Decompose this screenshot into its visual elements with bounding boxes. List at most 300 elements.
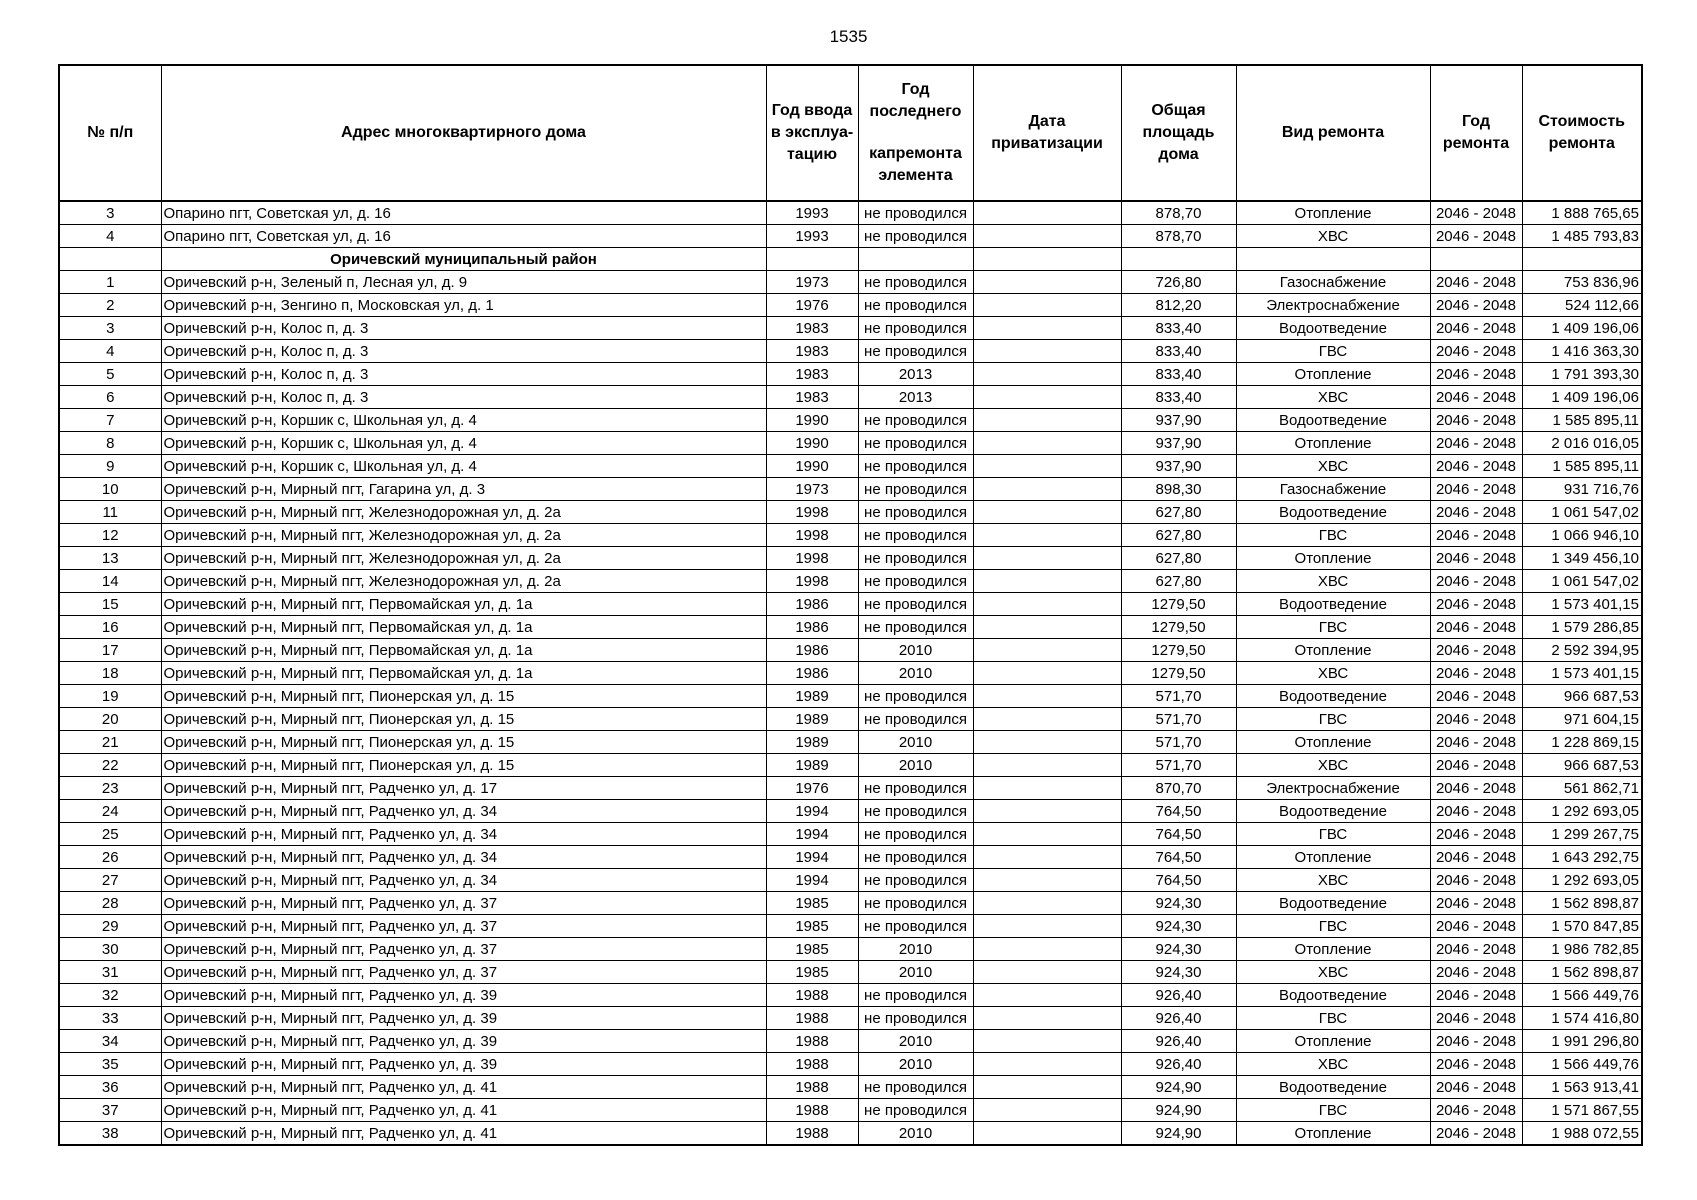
cell-address: Оричевский р-н, Коршик с, Школьная ул, д. 4: [161, 455, 766, 478]
table-row: [59, 524, 1642, 547]
cell-last-repair: не проводился: [858, 593, 973, 616]
cell-year-commission: 1998: [766, 547, 858, 570]
cell-repair-type: Отопление: [1236, 938, 1430, 961]
cell-year-commission: 1983: [766, 363, 858, 386]
cell-privatization: [973, 570, 1121, 593]
table-row: [59, 501, 1642, 524]
table-row: [59, 915, 1642, 938]
table-row: [59, 593, 1642, 616]
cell-last-repair: не проводился: [858, 455, 973, 478]
cell-last-repair: не проводился: [858, 800, 973, 823]
cell-repair-year: 2046 - 2048: [1430, 708, 1522, 731]
district-row-cell: [1522, 248, 1642, 271]
cell-year-commission: 1985: [766, 915, 858, 938]
cell-repair-type: Электроснабжение: [1236, 294, 1430, 317]
cell-repair-year: 2046 - 2048: [1430, 409, 1522, 432]
cell-repair-year: 2046 - 2048: [1430, 1122, 1522, 1146]
cell-address: Оричевский р-н, Мирный пгт, Пионерская ул, д. 15: [161, 731, 766, 754]
table-row: [59, 570, 1642, 593]
cell-area: 627,80: [1121, 501, 1236, 524]
cell-privatization: [973, 271, 1121, 294]
cell-cost: 1 571 867,55: [1522, 1099, 1642, 1122]
cell-num: 7: [59, 409, 161, 432]
cell-area: 764,50: [1121, 823, 1236, 846]
cell-cost: 1 573 401,15: [1522, 593, 1642, 616]
cell-repair-year: 2046 - 2048: [1430, 1030, 1522, 1053]
cell-address: Оричевский р-н, Мирный пгт, Железнодорожная ул, д. 2а: [161, 570, 766, 593]
cell-num: 28: [59, 892, 161, 915]
cell-repair-type: ГВС: [1236, 823, 1430, 846]
cell-area: 1279,50: [1121, 593, 1236, 616]
cell-area: 764,50: [1121, 846, 1236, 869]
cell-cost: 1 409 196,06: [1522, 386, 1642, 409]
cell-address: Оричевский р-н, Мирный пгт, Железнодорожная ул, д. 2а: [161, 501, 766, 524]
cell-last-repair: не проводился: [858, 777, 973, 800]
cell-repair-year: 2046 - 2048: [1430, 1053, 1522, 1076]
district-row-cell: [858, 248, 973, 271]
cell-address: Оричевский р-н, Колос п, д. 3: [161, 317, 766, 340]
table-row: [59, 754, 1642, 777]
district-row-cell: [766, 248, 858, 271]
table-row: [59, 777, 1642, 800]
cell-repair-year: 2046 - 2048: [1430, 478, 1522, 501]
cell-last-repair: 2010: [858, 961, 973, 984]
cell-address: Оричевский р-н, Мирный пгт, Радченко ул, д. 41: [161, 1122, 766, 1146]
cell-address: Оричевский р-н, Мирный пгт, Пионерская ул, д. 15: [161, 685, 766, 708]
cell-num: 37: [59, 1099, 161, 1122]
cell-area: 1279,50: [1121, 616, 1236, 639]
cell-cost: 1 066 946,10: [1522, 524, 1642, 547]
cell-last-repair: не проводился: [858, 294, 973, 317]
cell-cost: 561 862,71: [1522, 777, 1642, 800]
cell-year-commission: 1998: [766, 501, 858, 524]
cell-privatization: [973, 639, 1121, 662]
cell-repair-year: 2046 - 2048: [1430, 823, 1522, 846]
cell-repair-type: ХВС: [1236, 754, 1430, 777]
cell-repair-type: ГВС: [1236, 524, 1430, 547]
cell-num: 20: [59, 708, 161, 731]
cell-privatization: [973, 1007, 1121, 1030]
cell-address: Оричевский р-н, Мирный пгт, Радченко ул, д. 37: [161, 961, 766, 984]
cell-cost: 971 604,15: [1522, 708, 1642, 731]
cell-repair-type: Водоотведение: [1236, 409, 1430, 432]
cell-num: 6: [59, 386, 161, 409]
cell-area: 926,40: [1121, 984, 1236, 1007]
cell-year-commission: 1994: [766, 846, 858, 869]
cell-num: 29: [59, 915, 161, 938]
cell-cost: 1 299 267,75: [1522, 823, 1642, 846]
cell-privatization: [973, 225, 1121, 248]
table-row: [59, 409, 1642, 432]
cell-privatization: [973, 294, 1121, 317]
cell-num: 5: [59, 363, 161, 386]
cell-repair-year: 2046 - 2048: [1430, 570, 1522, 593]
cell-repair-year: 2046 - 2048: [1430, 593, 1522, 616]
cell-repair-type: Газоснабжение: [1236, 478, 1430, 501]
cell-last-repair: не проводился: [858, 524, 973, 547]
cell-privatization: [973, 201, 1121, 225]
cell-num: 21: [59, 731, 161, 754]
district-row-cell: [973, 248, 1121, 271]
cell-privatization: [973, 869, 1121, 892]
cell-num: 4: [59, 225, 161, 248]
cell-last-repair: 2010: [858, 1053, 973, 1076]
cell-num: 35: [59, 1053, 161, 1076]
district-row: [59, 248, 1642, 271]
table-row: [59, 1030, 1642, 1053]
cell-repair-type: ГВС: [1236, 915, 1430, 938]
cell-num: 14: [59, 570, 161, 593]
cell-repair-year: 2046 - 2048: [1430, 1099, 1522, 1122]
cell-area: 926,40: [1121, 1030, 1236, 1053]
cell-cost: 1 409 196,06: [1522, 317, 1642, 340]
table-row: [59, 547, 1642, 570]
header-area: Общая площадь дома: [1121, 65, 1236, 201]
cell-address: Оричевский р-н, Мирный пгт, Радченко ул, д. 37: [161, 892, 766, 915]
cell-repair-type: Отопление: [1236, 639, 1430, 662]
cell-repair-type: ХВС: [1236, 570, 1430, 593]
cell-last-repair: не проводился: [858, 340, 973, 363]
cell-num: 30: [59, 938, 161, 961]
cell-privatization: [973, 432, 1121, 455]
cell-cost: 1 585 895,11: [1522, 455, 1642, 478]
cell-repair-type: Водоотведение: [1236, 1076, 1430, 1099]
cell-area: 937,90: [1121, 409, 1236, 432]
table-row: [59, 1076, 1642, 1099]
district-row-cell: [59, 248, 161, 271]
cell-privatization: [973, 961, 1121, 984]
cell-area: 924,30: [1121, 938, 1236, 961]
cell-area: 1279,50: [1121, 662, 1236, 685]
cell-area: 937,90: [1121, 455, 1236, 478]
cell-num: 2: [59, 294, 161, 317]
cell-year-commission: 1985: [766, 961, 858, 984]
cell-address: Оричевский р-н, Мирный пгт, Радченко ул, д. 39: [161, 1030, 766, 1053]
cell-cost: 524 112,66: [1522, 294, 1642, 317]
cell-last-repair: не проводился: [858, 478, 973, 501]
cell-repair-year: 2046 - 2048: [1430, 938, 1522, 961]
cell-repair-year: 2046 - 2048: [1430, 961, 1522, 984]
table-row: [59, 616, 1642, 639]
cell-address: Оричевский р-н, Мирный пгт, Радченко ул, д. 34: [161, 800, 766, 823]
cell-repair-year: 2046 - 2048: [1430, 846, 1522, 869]
cell-repair-type: Отопление: [1236, 363, 1430, 386]
cell-last-repair: не проводился: [858, 1007, 973, 1030]
cell-cost: 2 592 394,95: [1522, 639, 1642, 662]
cell-privatization: [973, 800, 1121, 823]
cell-year-commission: 1983: [766, 317, 858, 340]
cell-num: 8: [59, 432, 161, 455]
cell-cost: 1 570 847,85: [1522, 915, 1642, 938]
cell-privatization: [973, 547, 1121, 570]
cell-repair-year: 2046 - 2048: [1430, 201, 1522, 225]
district-row-cell: [1430, 248, 1522, 271]
cell-num: 36: [59, 1076, 161, 1099]
cell-cost: 1 292 693,05: [1522, 800, 1642, 823]
cell-privatization: [973, 317, 1121, 340]
cell-cost: 2 016 016,05: [1522, 432, 1642, 455]
cell-last-repair: 2010: [858, 1122, 973, 1146]
cell-num: 26: [59, 846, 161, 869]
cell-repair-year: 2046 - 2048: [1430, 294, 1522, 317]
cell-repair-type: Отопление: [1236, 731, 1430, 754]
cell-privatization: [973, 892, 1121, 915]
header-repair-year: Год ремонта: [1430, 65, 1522, 201]
table-row: [59, 846, 1642, 869]
cell-num: 24: [59, 800, 161, 823]
cell-cost: 1 566 449,76: [1522, 1053, 1642, 1076]
cell-repair-type: ГВС: [1236, 340, 1430, 363]
cell-repair-year: 2046 - 2048: [1430, 271, 1522, 294]
cell-repair-type: Водоотведение: [1236, 685, 1430, 708]
header-last-repair-line1: Год последнего: [869, 81, 962, 120]
table-row: [59, 363, 1642, 386]
cell-year-commission: 1986: [766, 662, 858, 685]
cell-area: 726,80: [1121, 271, 1236, 294]
cell-area: 627,80: [1121, 547, 1236, 570]
cell-repair-year: 2046 - 2048: [1430, 501, 1522, 524]
cell-repair-type: ХВС: [1236, 225, 1430, 248]
cell-cost: 1 562 898,87: [1522, 892, 1642, 915]
cell-area: 878,70: [1121, 201, 1236, 225]
repair-registry-table: [58, 64, 1643, 1146]
cell-cost: 1 061 547,02: [1522, 501, 1642, 524]
cell-area: 1279,50: [1121, 639, 1236, 662]
cell-last-repair: 2010: [858, 1030, 973, 1053]
cell-repair-type: ХВС: [1236, 662, 1430, 685]
cell-area: 924,90: [1121, 1122, 1236, 1146]
table-row: [59, 662, 1642, 685]
cell-repair-type: Водоотведение: [1236, 800, 1430, 823]
cell-year-commission: 1998: [766, 524, 858, 547]
cell-num: 34: [59, 1030, 161, 1053]
cell-num: 10: [59, 478, 161, 501]
cell-cost: 1 585 895,11: [1522, 409, 1642, 432]
table-row: [59, 938, 1642, 961]
cell-repair-type: Водоотведение: [1236, 501, 1430, 524]
table-row: [59, 317, 1642, 340]
cell-cost: 1 791 393,30: [1522, 363, 1642, 386]
table-row: [59, 685, 1642, 708]
cell-repair-type: ГВС: [1236, 1099, 1430, 1122]
cell-privatization: [973, 455, 1121, 478]
cell-area: 924,30: [1121, 961, 1236, 984]
cell-repair-year: 2046 - 2048: [1430, 524, 1522, 547]
cell-privatization: [973, 915, 1121, 938]
cell-num: 16: [59, 616, 161, 639]
cell-num: 32: [59, 984, 161, 1007]
cell-address: Оричевский р-н, Мирный пгт, Радченко ул, д. 37: [161, 915, 766, 938]
cell-num: 38: [59, 1122, 161, 1146]
header-num: № п/п: [59, 65, 161, 201]
table-row: [59, 225, 1642, 248]
cell-address: Оричевский р-н, Мирный пгт, Радченко ул, д. 34: [161, 846, 766, 869]
cell-privatization: [973, 846, 1121, 869]
cell-year-commission: 1990: [766, 409, 858, 432]
table-row: [59, 708, 1642, 731]
cell-privatization: [973, 685, 1121, 708]
cell-repair-type: ГВС: [1236, 1007, 1430, 1030]
cell-address: Оричевский р-н, Мирный пгт, Гагарина ул, д. 3: [161, 478, 766, 501]
cell-privatization: [973, 1076, 1121, 1099]
cell-address: Оричевский р-н, Мирный пгт, Пионерская ул, д. 15: [161, 708, 766, 731]
cell-num: 3: [59, 201, 161, 225]
cell-repair-year: 2046 - 2048: [1430, 662, 1522, 685]
cell-repair-year: 2046 - 2048: [1430, 340, 1522, 363]
cell-year-commission: 1976: [766, 294, 858, 317]
table-row: [59, 386, 1642, 409]
cell-year-commission: 1986: [766, 616, 858, 639]
cell-cost: 1 061 547,02: [1522, 570, 1642, 593]
cell-last-repair: не проводился: [858, 616, 973, 639]
cell-area: 764,50: [1121, 869, 1236, 892]
cell-year-commission: 1989: [766, 708, 858, 731]
table-row: [59, 455, 1642, 478]
cell-privatization: [973, 593, 1121, 616]
cell-address: Оричевский р-н, Зеленый п, Лесная ул, д. 9: [161, 271, 766, 294]
cell-privatization: [973, 777, 1121, 800]
cell-num: 19: [59, 685, 161, 708]
cell-address: Оричевский р-н, Мирный пгт, Радченко ул, д. 39: [161, 1007, 766, 1030]
cell-cost: 931 716,76: [1522, 478, 1642, 501]
cell-last-repair: не проводился: [858, 432, 973, 455]
cell-address: Оричевский р-н, Мирный пгт, Первомайская ул, д. 1а: [161, 616, 766, 639]
cell-address: Оричевский р-н, Мирный пгт, Радченко ул, д. 39: [161, 984, 766, 1007]
cell-last-repair: не проводился: [858, 685, 973, 708]
cell-cost: 1 416 363,30: [1522, 340, 1642, 363]
cell-cost: 966 687,53: [1522, 754, 1642, 777]
cell-address: Оричевский р-н, Колос п, д. 3: [161, 340, 766, 363]
cell-year-commission: 1985: [766, 892, 858, 915]
cell-year-commission: 1998: [766, 570, 858, 593]
table-row: [59, 1099, 1642, 1122]
cell-privatization: [973, 386, 1121, 409]
cell-num: 31: [59, 961, 161, 984]
cell-privatization: [973, 754, 1121, 777]
cell-last-repair: не проводился: [858, 409, 973, 432]
cell-area: 627,80: [1121, 570, 1236, 593]
table-row: [59, 1053, 1642, 1076]
cell-year-commission: 1988: [766, 984, 858, 1007]
cell-last-repair: не проводился: [858, 201, 973, 225]
cell-year-commission: 1986: [766, 593, 858, 616]
cell-area: 833,40: [1121, 363, 1236, 386]
table-row: [59, 432, 1642, 455]
cell-repair-type: Водоотведение: [1236, 593, 1430, 616]
cell-area: 833,40: [1121, 340, 1236, 363]
cell-cost: 1 986 782,85: [1522, 938, 1642, 961]
cell-last-repair: не проводился: [858, 892, 973, 915]
header-cost: Стоимость ремонта: [1522, 65, 1642, 201]
cell-last-repair: не проводился: [858, 271, 973, 294]
cell-address: Оричевский р-н, Мирный пгт, Радченко ул, д. 34: [161, 823, 766, 846]
cell-num: 9: [59, 455, 161, 478]
cell-repair-type: Отопление: [1236, 432, 1430, 455]
page-number: 1535: [829, 27, 868, 46]
district-row-cell: [1121, 248, 1236, 271]
cell-address: Оричевский р-н, Колос п, д. 3: [161, 363, 766, 386]
cell-area: 937,90: [1121, 432, 1236, 455]
cell-privatization: [973, 984, 1121, 1007]
cell-year-commission: 1988: [766, 1007, 858, 1030]
cell-repair-year: 2046 - 2048: [1430, 432, 1522, 455]
cell-area: 898,30: [1121, 478, 1236, 501]
cell-area: 870,70: [1121, 777, 1236, 800]
cell-address: Опарино пгт, Советская ул, д. 16: [161, 201, 766, 225]
cell-num: 12: [59, 524, 161, 547]
table-header: [59, 65, 1642, 201]
cell-repair-type: Отопление: [1236, 201, 1430, 225]
cell-num: 11: [59, 501, 161, 524]
table-row: [59, 639, 1642, 662]
cell-year-commission: 1994: [766, 823, 858, 846]
cell-last-repair: 2010: [858, 639, 973, 662]
cell-address: Оричевский р-н, Мирный пгт, Железнодорожная ул, д. 2а: [161, 547, 766, 570]
header-privatization: Дата приватизации: [973, 65, 1121, 201]
cell-area: 926,40: [1121, 1053, 1236, 1076]
cell-area: 812,20: [1121, 294, 1236, 317]
cell-num: 1: [59, 271, 161, 294]
cell-year-commission: 1983: [766, 386, 858, 409]
cell-num: 3: [59, 317, 161, 340]
cell-repair-year: 2046 - 2048: [1430, 869, 1522, 892]
cell-privatization: [973, 1099, 1121, 1122]
cell-repair-type: Отопление: [1236, 1122, 1430, 1146]
cell-repair-year: 2046 - 2048: [1430, 777, 1522, 800]
cell-year-commission: 1989: [766, 754, 858, 777]
table-row: [59, 984, 1642, 1007]
cell-repair-year: 2046 - 2048: [1430, 616, 1522, 639]
header-last-repair-line2: капремонта элемента: [869, 145, 962, 184]
cell-num: 15: [59, 593, 161, 616]
cell-area: 924,90: [1121, 1076, 1236, 1099]
cell-last-repair: не проводился: [858, 915, 973, 938]
cell-last-repair: не проводился: [858, 570, 973, 593]
header-year-commission: Год ввода в эксплуа-тацию: [766, 65, 858, 201]
cell-year-commission: 1983: [766, 340, 858, 363]
cell-num: 4: [59, 340, 161, 363]
table-row: [59, 731, 1642, 754]
cell-cost: 1 566 449,76: [1522, 984, 1642, 1007]
cell-privatization: [973, 524, 1121, 547]
cell-last-repair: не проводился: [858, 225, 973, 248]
cell-privatization: [973, 501, 1121, 524]
cell-repair-year: 2046 - 2048: [1430, 984, 1522, 1007]
cell-address: Оричевский р-н, Мирный пгт, Первомайская ул, д. 1а: [161, 662, 766, 685]
cell-area: 878,70: [1121, 225, 1236, 248]
cell-year-commission: 1988: [766, 1099, 858, 1122]
cell-privatization: [973, 731, 1121, 754]
cell-privatization: [973, 1030, 1121, 1053]
table-row: [59, 271, 1642, 294]
table-row: [59, 201, 1642, 225]
cell-address: Оричевский р-н, Коршик с, Школьная ул, д. 4: [161, 409, 766, 432]
cell-cost: 1 349 456,10: [1522, 547, 1642, 570]
cell-address: Оричевский р-н, Колос п, д. 3: [161, 386, 766, 409]
cell-address: Оричевский р-н, Мирный пгт, Радченко ул, д. 41: [161, 1099, 766, 1122]
district-row-cell: [1236, 248, 1430, 271]
cell-address: Оричевский р-н, Мирный пгт, Первомайская ул, д. 1а: [161, 639, 766, 662]
cell-cost: 1 888 765,65: [1522, 201, 1642, 225]
cell-num: 17: [59, 639, 161, 662]
cell-repair-type: Отопление: [1236, 846, 1430, 869]
cell-year-commission: 1988: [766, 1122, 858, 1146]
cell-repair-year: 2046 - 2048: [1430, 455, 1522, 478]
cell-last-repair: 2013: [858, 386, 973, 409]
cell-year-commission: 1993: [766, 201, 858, 225]
cell-area: 833,40: [1121, 386, 1236, 409]
cell-year-commission: 1990: [766, 455, 858, 478]
